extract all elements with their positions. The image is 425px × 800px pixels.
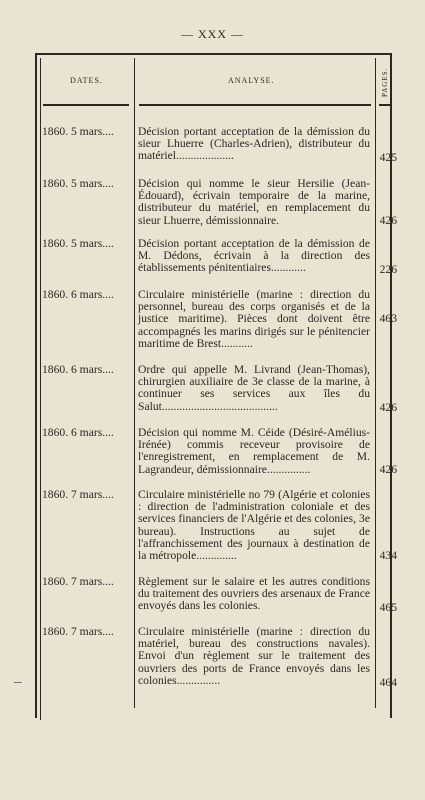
entry-page: 426 xyxy=(379,401,397,414)
margin-mark xyxy=(14,682,22,683)
entry-date: 1860. 6 mars.... xyxy=(42,288,114,301)
page-number: — XXX — xyxy=(181,27,244,41)
entry-analyse: Décision qui nomme M. Céide (Désiré-Amélius-Irénée) commis receveur provisoire de l'enregistrement, en remplacement de M. Lagrandeur, démissionnaire............... xyxy=(138,426,370,476)
entry-date: 1860. 7 mars.... xyxy=(42,488,114,501)
header-rule-dates xyxy=(43,104,129,106)
entry-date: 1860. 7 mars.... xyxy=(42,575,114,588)
header-rule-pages xyxy=(379,104,390,106)
header-pages: PAGES. xyxy=(381,67,389,97)
entry-page: 463 xyxy=(379,312,397,325)
entry-analyse: Circulaire ministérielle (marine : direction du matériel, bureau des constructions navales). Envoi d'un règlement sur le traitement des ouvriers des ports de France envoyés dans les colonies............... xyxy=(138,625,370,687)
entry-page: 426 xyxy=(379,214,397,227)
entry-analyse: Règlement sur le salaire et les autres conditions du traitement des ouvriers des arsenaux de France envoyés dans les colonies. xyxy=(138,575,370,613)
entry-page: 425 xyxy=(379,151,397,164)
column-divider-dates xyxy=(134,58,135,708)
entry-analyse: Décision qui nomme le sieur Hersilie (Jean-Édouard), écrivain temporaire de la marine, distributeur du matériel, en remplacement du sieur Lhuerre, démissionnaire. xyxy=(138,177,370,227)
entry-analyse: Décision portant acceptation de la démission du sieur Lhuerre (Charles-Adrien), distributeur du matériel.................... xyxy=(138,125,370,163)
entry-date: 1860. 6 mars.... xyxy=(42,363,114,376)
column-divider-pages xyxy=(375,58,376,708)
header-analyse: ANALYSE. xyxy=(228,76,275,85)
entry-analyse: Circulaire ministérielle (marine : direction du personnel, bureau des corps organisés et de la justice maritime). Pièces dont doivent être accompagnés les marins dirigés sur le pénitencier maritime de Brest........... xyxy=(138,288,370,350)
entry-analyse: Ordre qui appelle M. Livrand (Jean-Thomas), chirurgien auxiliaire de 3e classe de la marine, à continuer ses services aux îles du Salut........................................ xyxy=(138,363,370,413)
entry-page: 464 xyxy=(379,676,397,689)
entry-analyse: Circulaire ministérielle no 79 (Algérie et colonies : direction de l'administration coloniale et des services financiers de l'Algérie et des colonies, 3e bureau). Instructions au sujet de l'affranchissement des journaux à destination de la métropole.............. xyxy=(138,488,370,563)
entry-date: 1860. 6 mars.... xyxy=(42,426,114,439)
entry-date: 1860. 5 mars.... xyxy=(42,237,114,250)
entry-date: 1860. 5 mars.... xyxy=(42,177,114,190)
entry-page: 465 xyxy=(379,601,397,614)
header-rule-analyse xyxy=(139,104,371,106)
header-dates: DATES. xyxy=(70,76,103,85)
frame-inner-rule xyxy=(40,58,41,720)
entry-page: 434 xyxy=(379,549,397,562)
entry-date: 1860. 5 mars.... xyxy=(42,125,114,138)
entry-analyse: Décision portant acceptation de la démission de M. Dédons, écrivain à la direction des établissements pénitentiaires............ xyxy=(138,237,370,275)
entry-date: 1860. 7 mars.... xyxy=(42,625,114,638)
entry-page: 426 xyxy=(379,463,397,476)
entry-page: 226 xyxy=(379,263,397,276)
